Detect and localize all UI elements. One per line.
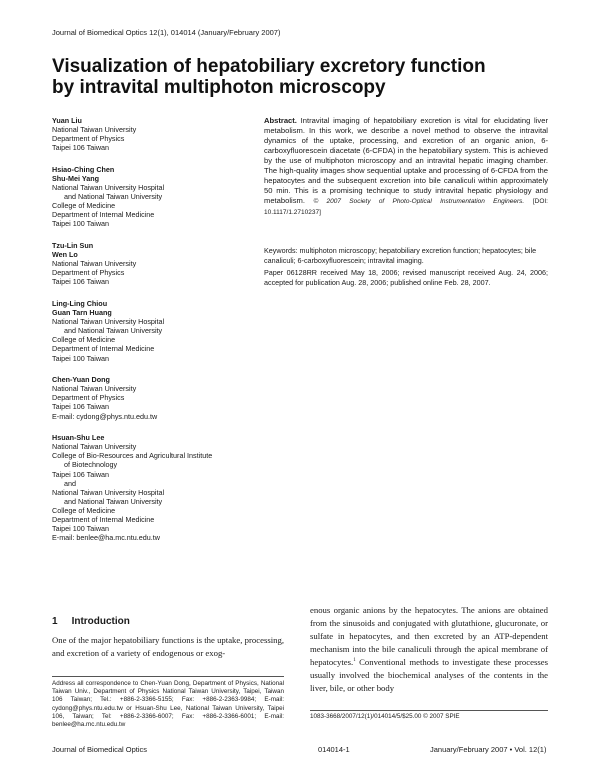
author-affiliation-line: of Biotechnology [64, 460, 118, 470]
footer-journal: Journal of Biomedical Optics [52, 745, 148, 754]
author-block [52, 241, 242, 286]
author-block [52, 299, 242, 363]
body-text-segment: Conventional methods to investigate these processes usually involved the biochemical analyses of the contents in the liver, bile, or other body [310, 657, 548, 693]
author-affiliation-line: Taipei 106 Taiwan [52, 469, 110, 479]
section-title: Introduction [71, 616, 130, 627]
author-affiliation-line: National Taiwan University Hospital [52, 487, 165, 497]
abstract-label: Abstract. [264, 116, 297, 125]
author-name: Shu-Mei Yang [52, 173, 99, 183]
author-name: Hsuan-Shu Lee [52, 433, 105, 443]
author-affiliation-line: E-mail: benlee@ha.mc.ntu.edu.tw [52, 533, 160, 543]
body-text-right [310, 604, 548, 695]
author-name: Yuan Liu [52, 116, 82, 125]
author-affiliation-line: Department of Internal Medicine [52, 514, 155, 524]
body-text-segment: enous organic anions by the hepatocytes. The anions are obtained from the sinusoids and conjugated with glutathione, glucuronate, or sulfate in hepatocytes, and then excreted by an ATP-dependent mechanism into the bile canaliculi through the apical membrane of hepatocytes. [310, 605, 548, 667]
author-affiliation-line: Department of Internal Medicine [52, 344, 155, 354]
author-block [52, 116, 242, 152]
section-heading [52, 616, 130, 627]
issn-line: 1083-3668/2007/12(1)/014014/5/$25.00 © 2007 SPIE [310, 713, 460, 720]
footer-issue: January/February 2007 • Vol. 12(1) [430, 745, 547, 754]
abstract-doi: [DOI: 10.1117/1.2710237] [264, 198, 548, 216]
author-affiliation-line: Department of Physics [52, 134, 125, 144]
author-block [52, 375, 242, 420]
author-name: Guan Tarn Huang [52, 308, 112, 318]
author-affiliation-line: Taipei 100 Taiwan [52, 353, 110, 363]
correspondence-footnote: Address all correspondence to Chen-Yuan Dong, Department of Physics, National Taiwan Univ., Department of Physics National Taiwan University, Taipei, Taiwan 106 Taiwan; Tel.: +886-2-3366-5155; Fax: +886-2-2363-9984; E-mail: cydong@phys.ntu.edu.tw or Hsuan-Shu Lee, National Taiwan University, Taipei 106, Taiwan; Tel: +886-2-3366-6007; Fax: +886-2-3366-6001; E-mail: benlee@ha.mc.ntu.edu.tw [52, 680, 284, 729]
footer-page-number: 014014-1 [318, 745, 350, 754]
author-affiliation-line: National Taiwan University [52, 384, 137, 394]
author-affiliation-line: Department of Internal Medicine [52, 210, 155, 220]
author-affiliation-line: College of Medicine [52, 201, 116, 211]
abstract [264, 116, 548, 218]
issn-divider [310, 710, 548, 711]
author-affiliation-line: Taipei 106 Taiwan [52, 143, 110, 153]
author-name: Wen Lo [52, 250, 78, 260]
abstract-copyright: © 2007 Society of Photo-Optical Instrumentation Engineers. [313, 198, 525, 205]
author-name: Hsiao-Ching Chen [52, 164, 115, 174]
author-affiliation-line: College of Medicine [52, 335, 116, 345]
keywords: Keywords: multiphoton microscopy; hepatobiliary excretion function; hepatocytes; bile canaliculi; 6-carboxyfluorescein; intravital imaging. [264, 246, 537, 265]
author-affiliation-line: and National Taiwan University [64, 496, 163, 506]
author-affiliation-line: and National Taiwan University [64, 326, 163, 336]
author-name: Ling-Ling Chiou [52, 299, 108, 308]
author-affiliation-line: E-mail: cydong@phys.ntu.edu.tw [52, 411, 158, 421]
author-affiliation-line: Taipei 106 Taiwan [52, 277, 110, 287]
author-affiliation-line: National Taiwan University Hospital [52, 317, 165, 327]
author-list [52, 116, 242, 555]
author-affiliation-line: Department of Physics [52, 393, 125, 403]
author-affiliation-line: National Taiwan University [52, 259, 137, 269]
author-affiliation-line: and [64, 478, 76, 488]
author-affiliation-line: College of Medicine [52, 505, 116, 515]
footnote-divider [52, 676, 284, 677]
author-affiliation-line: Taipei 106 Taiwan [52, 402, 110, 412]
title-line: Visualization of hepatobiliary excretory function [52, 56, 486, 77]
author-name: Tzu-Lin Sun [52, 241, 94, 251]
author-affiliation-line: and National Taiwan University [64, 192, 163, 202]
author-affiliation-line: College of Bio-Resources and Agricultural Institute [52, 451, 213, 461]
title-line: by intravital multiphoton microscopy [52, 77, 386, 98]
article-title [52, 56, 512, 98]
author-block [52, 165, 242, 229]
body-text-left: One of the major hepatobiliary functions is the uptake, processing, and excretion of a variety of endogenous or exog- [52, 635, 284, 658]
author-block [52, 433, 242, 542]
abstract-text: Intravital imaging of hepatobiliary excretion is vital for elucidating liver metabolism. In this work, we describe a novel method to observe the intravital dynamics of the uptake, processing, and excretion of an organic anion, 6-carboxyfluorescein diacetate (6-CFDA) in the hepatobiliary system. This is achieved by the use of multiphoton microscopy and an intravital hepatic imaging chamber. The high-quality images show sequential uptake and processing of 6-CFDA from the hepatocytes and the subsequent excretion into bile canaliculi within approximately 50 min. This is a promising technique to study intravital hepatic physiology and metabolism. [264, 116, 548, 205]
received-dates: Paper 06128RR received May 18, 2006; revised manuscript received Aug. 24, 2006; accepted for publication Aug. 28, 2006; published online Feb. 28, 2007. [264, 268, 548, 287]
author-affiliation-line: Taipei 100 Taiwan [52, 524, 110, 534]
author-affiliation-line: National Taiwan University [52, 442, 137, 452]
author-affiliation-line: Taipei 100 Taiwan [52, 219, 110, 229]
reference-marker: 1 [353, 658, 356, 664]
author-affiliation-line: National Taiwan University Hospital [52, 183, 165, 193]
section-number: 1 [52, 616, 58, 627]
running-header: Journal of Biomedical Optics 12(1), 014014 (January/February 2007) [52, 28, 281, 37]
author-affiliation-line: Department of Physics [52, 268, 125, 278]
author-affiliation-line: National Taiwan University [52, 125, 137, 135]
author-name: Chen-Yuan Dong [52, 375, 110, 385]
